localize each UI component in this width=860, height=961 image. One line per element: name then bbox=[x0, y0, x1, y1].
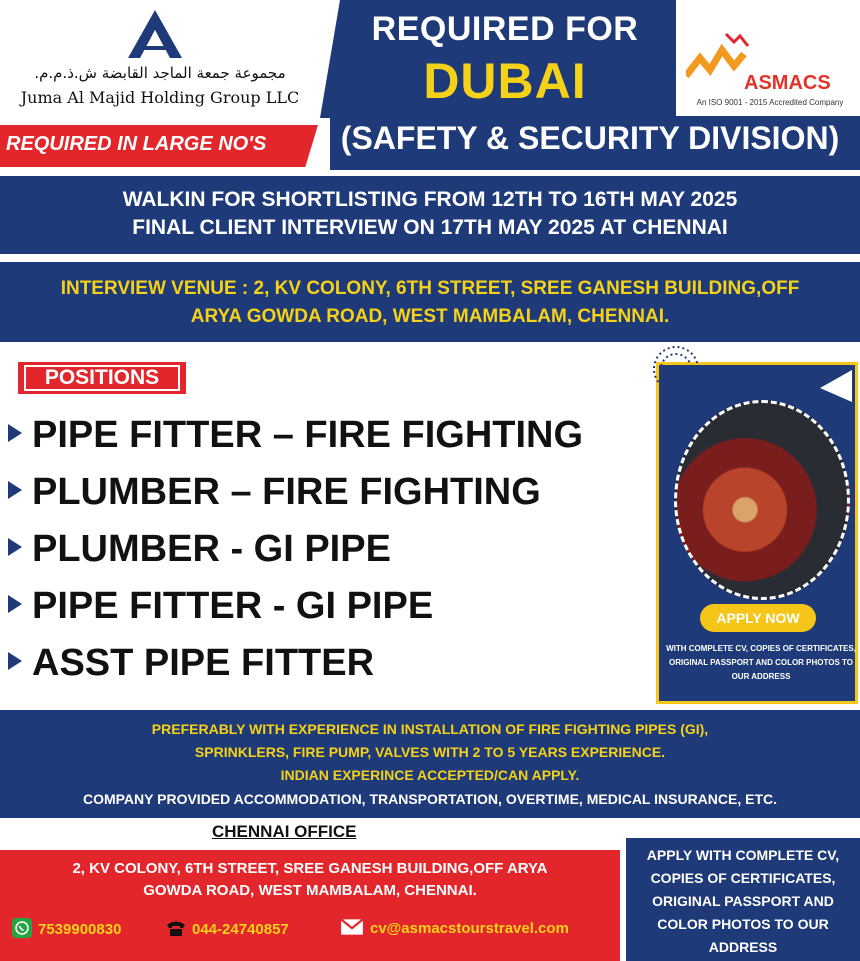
requirement-line: INDIAN EXPERINCE ACCEPTED/CAN APPLY. bbox=[280, 767, 580, 783]
venue-line-2: ARYA GOWDA ROAD, WEST MAMBALAM, CHENNAI. bbox=[190, 306, 670, 327]
worker-photo bbox=[674, 400, 850, 600]
phone-number: 044-24740857 bbox=[192, 920, 289, 938]
dot-pattern-icon bbox=[652, 345, 700, 393]
whatsapp-contact[interactable] bbox=[12, 920, 121, 940]
arrow-icon bbox=[8, 652, 22, 670]
apply-now-button[interactable]: APPLY NOW bbox=[700, 604, 816, 632]
final-interview-date: FINAL CLIENT INTERVIEW ON 17TH MAY 2025 AT CHENNAI bbox=[132, 216, 728, 239]
position-label: PIPE FITTER – FIRE FIGHTING bbox=[32, 414, 584, 456]
phone-contact[interactable] bbox=[166, 920, 289, 940]
apply-card-note: WITH COMPLETE CV, COPIES OF CERTIFICATES, ORIGINAL PASSPORT AND COLOR PHOTOS TO OUR ADDRESS bbox=[666, 644, 856, 681]
requirement-line: SPRINKLERS, FIRE PUMP, VALVES WITH 2 TO 5 YEARS EXPERIENCE. bbox=[194, 744, 666, 760]
company-arabic-name: مجموعة جمعة الماجد القابضة ش.ذ.م.م. bbox=[34, 64, 286, 82]
venue-band bbox=[0, 262, 860, 342]
whatsapp-number: 7539900830 bbox=[38, 920, 122, 938]
office-title: CHENNAI OFFICE bbox=[212, 822, 357, 841]
company-name: Juma Al Majid Holding Group LLC bbox=[20, 88, 300, 107]
email-address: cv@asmacstourstravel.com bbox=[370, 920, 569, 937]
benefits-line: COMPANY PROVIDED ACCOMMODATION, TRANSPORTATION, OVERTIME, MEDICAL INSURANCE, ETC. bbox=[82, 791, 778, 807]
large-numbers-text: REQUIRED IN LARGE NO'S bbox=[6, 133, 267, 155]
positions-title: POSITIONS bbox=[24, 365, 180, 391]
arrow-icon bbox=[8, 595, 22, 613]
arrow-icon bbox=[8, 481, 22, 499]
email-contact[interactable] bbox=[340, 920, 569, 938]
position-label: ASST PIPE FITTER bbox=[32, 642, 375, 684]
location-title: DUBAI bbox=[423, 53, 587, 109]
office-address-line-1: 2, KV COLONY, 6TH STREET, SREE GANESH BUILDING,OFF ARYA bbox=[72, 860, 548, 877]
apply-instructions-text: APPLY WITH COMPLETE CV, COPIES OF CERTIFICATES, ORIGINAL PASSPORT AND COLOR PHOTOS TO OUR ADDRESS bbox=[646, 847, 840, 955]
position-item bbox=[8, 528, 391, 571]
position-item bbox=[8, 414, 583, 457]
requirement-line: PREFERABLY WITH EXPERIENCE IN INSTALLATION OF FIRE FIGHTING PIPES (GI), bbox=[151, 721, 709, 737]
required-for-title: REQUIRED FOR bbox=[371, 10, 639, 48]
arrow-icon bbox=[8, 424, 22, 442]
position-label: PLUMBER - GI PIPE bbox=[32, 528, 391, 570]
venue-line-1: INTERVIEW VENUE : 2, KV COLONY, 6TH STREET, SREE GANESH BUILDING,OFF bbox=[60, 278, 800, 299]
walkin-dates: WALKIN FOR SHORTLISTING FROM 12TH TO 16TH MAY 2025 bbox=[122, 188, 738, 211]
agency-name: ASMACS bbox=[744, 72, 831, 94]
position-item bbox=[8, 471, 541, 514]
position-item bbox=[8, 585, 433, 628]
division-text: (SAFETY & SECURITY DIVISION) bbox=[340, 120, 840, 156]
position-label: PLUMBER – FIRE FIGHTING bbox=[32, 471, 541, 513]
juma-al-majid-logo bbox=[126, 8, 184, 60]
office-address-line-2: GOWDA ROAD, WEST MAMBALAM, CHENNAI. bbox=[143, 882, 477, 899]
arrow-icon bbox=[8, 538, 22, 556]
telephone-icon bbox=[166, 918, 186, 938]
position-item bbox=[8, 642, 374, 685]
agency-iso-text: An ISO 9001 - 2015 Accredited Company bbox=[696, 98, 844, 107]
email-icon bbox=[340, 918, 364, 936]
play-triangle-icon bbox=[818, 368, 854, 404]
position-label: PIPE FITTER - GI PIPE bbox=[32, 585, 434, 627]
whatsapp-icon bbox=[12, 918, 32, 938]
